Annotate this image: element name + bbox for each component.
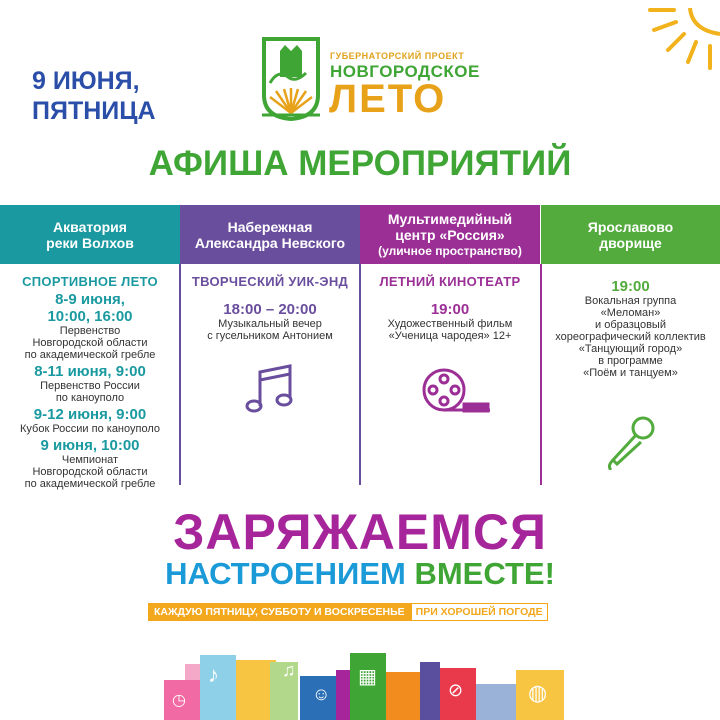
desc-line: Чемпионат [61, 454, 119, 466]
desc-line: Первенство России [40, 380, 140, 392]
logo-title-line-2: ЛЕТО [329, 77, 447, 121]
desc-line: Новгородской области [32, 337, 148, 349]
desc-line: Вокальная группа [584, 295, 677, 307]
slogan-line-1: ЗАРЯЖАЕМСЯ [173, 504, 547, 560]
yoga-icon: ☺ [312, 684, 331, 704]
venue-events [360, 274, 540, 495]
event-date [32, 66, 156, 126]
venue-header [541, 205, 720, 264]
venue-events [0, 274, 180, 495]
desc-line: «Ученица чародея» 12+ [388, 330, 512, 342]
event-description [360, 318, 540, 342]
desc-line: в программе [598, 355, 663, 367]
desc-line: и образцовый [595, 319, 666, 331]
desc-line: Музыкальный вечер [218, 318, 322, 330]
event-time: 8-9 июня, [55, 291, 125, 308]
venue-name-line-2: дворище [599, 234, 662, 251]
deco-block [386, 672, 422, 720]
venue-header [0, 205, 180, 264]
slogan-word-together: ВМЕСТЕ! [414, 556, 555, 591]
venue-name-line-1: Акватория [53, 218, 127, 235]
racket-icon: ⊘ [448, 680, 464, 700]
desc-line: «Танцующий город» [578, 343, 683, 355]
dancer-icon: ♪ [208, 662, 219, 687]
event-time: 10:00, 16:00 [47, 308, 133, 325]
venue-column-russia-center [360, 205, 540, 485]
venue-header [360, 205, 540, 264]
volleyball-icon: ◍ [528, 680, 548, 705]
slogan-line-2 [0, 556, 720, 592]
schedule-banner [148, 603, 548, 621]
event-description [0, 423, 180, 435]
venue-name-line-2: Александра Невского [194, 234, 346, 251]
microphone-icon [603, 414, 659, 470]
stopwatch-icon: ◷ [172, 692, 186, 709]
deco-block [420, 662, 440, 720]
desc-line: по академической гребле [24, 478, 156, 490]
desc-line: по каноуполо [55, 392, 125, 404]
venue-events [180, 274, 360, 495]
desc-line: Первенство [59, 325, 121, 337]
desc-line: Кубок России по каноуполо [20, 423, 160, 435]
deco-block [476, 684, 516, 720]
venue-name-line-1: Мультимедийный [387, 210, 513, 227]
schedule-days: КАЖДУЮ ПЯТНИЦУ, СУББОТУ И ВОСКРЕСЕНЬЕ [148, 603, 411, 621]
film-reel-icon [420, 366, 492, 414]
desc-line: «Поём и танцуем» [583, 367, 678, 379]
event-time: 18:00 – 20:00 [223, 301, 317, 318]
desc-line: с гусельником Антонием [207, 330, 333, 342]
event-time: 9 июня, 10:00 [40, 437, 140, 454]
venue-name-line-2: центр «Россия» [395, 226, 505, 243]
sun-icon [630, 8, 720, 78]
venue-column-volkhov [0, 205, 180, 490]
desc-line: хореографический коллектив [555, 331, 706, 343]
clapperboard-icon: ▦ [358, 666, 377, 688]
venue-name-line-3: (уличное пространство) [378, 243, 522, 258]
desc-line: Художественный фильм [387, 318, 513, 330]
desc-line: по академической гребле [24, 349, 156, 361]
venue-column-nevsky [180, 205, 360, 485]
venue-name-line-1: Набережная [227, 218, 313, 235]
venue-name-line-1: Ярославово [587, 218, 674, 235]
event-description [0, 380, 180, 404]
event-description [0, 325, 180, 361]
event-category: ЛЕТНИЙ КИНОТЕАТР [379, 274, 521, 289]
slogan-word-mood: НАСТРОЕНИЕМ [165, 556, 406, 591]
date-line-1: 9 ИЮНЯ, [32, 67, 140, 95]
venue-header [180, 205, 360, 264]
desc-line: Новгородской области [32, 466, 148, 478]
logo-title-line-1: НОВГОРОДСКОЕ [330, 62, 480, 81]
weather-note: ПРИ ХОРОШЕЙ ПОГОДЕ [411, 603, 548, 621]
page-title: АФИША МЕРОПРИЯТИЙ [148, 144, 572, 183]
event-description [541, 295, 720, 379]
event-description [0, 454, 180, 490]
logo-tagline: ГУБЕРНАТОРСКИЙ ПРОЕКТ [330, 51, 465, 61]
venue-name-line-2: реки Волхов [46, 234, 134, 251]
music-icon: ♫ [282, 660, 296, 680]
desc-line: «Меломан» [600, 307, 661, 319]
event-category: СПОРТИВНОЕ ЛЕТО [22, 274, 158, 289]
event-time: 8-11 июня, 9:00 [34, 363, 146, 380]
date-line-2: ПЯТНИЦА [32, 97, 156, 125]
event-category: ТВОРЧЕСКИЙ УИК-ЭНД [191, 274, 349, 289]
event-description [180, 318, 360, 342]
venue-column-yaroslav [541, 205, 720, 485]
event-time: 19:00 [611, 278, 650, 295]
event-time: 19:00 [430, 301, 470, 318]
music-note-icon [244, 362, 300, 416]
venue-events [541, 278, 720, 499]
event-time: 9-12 июня, 9:00 [33, 406, 147, 423]
